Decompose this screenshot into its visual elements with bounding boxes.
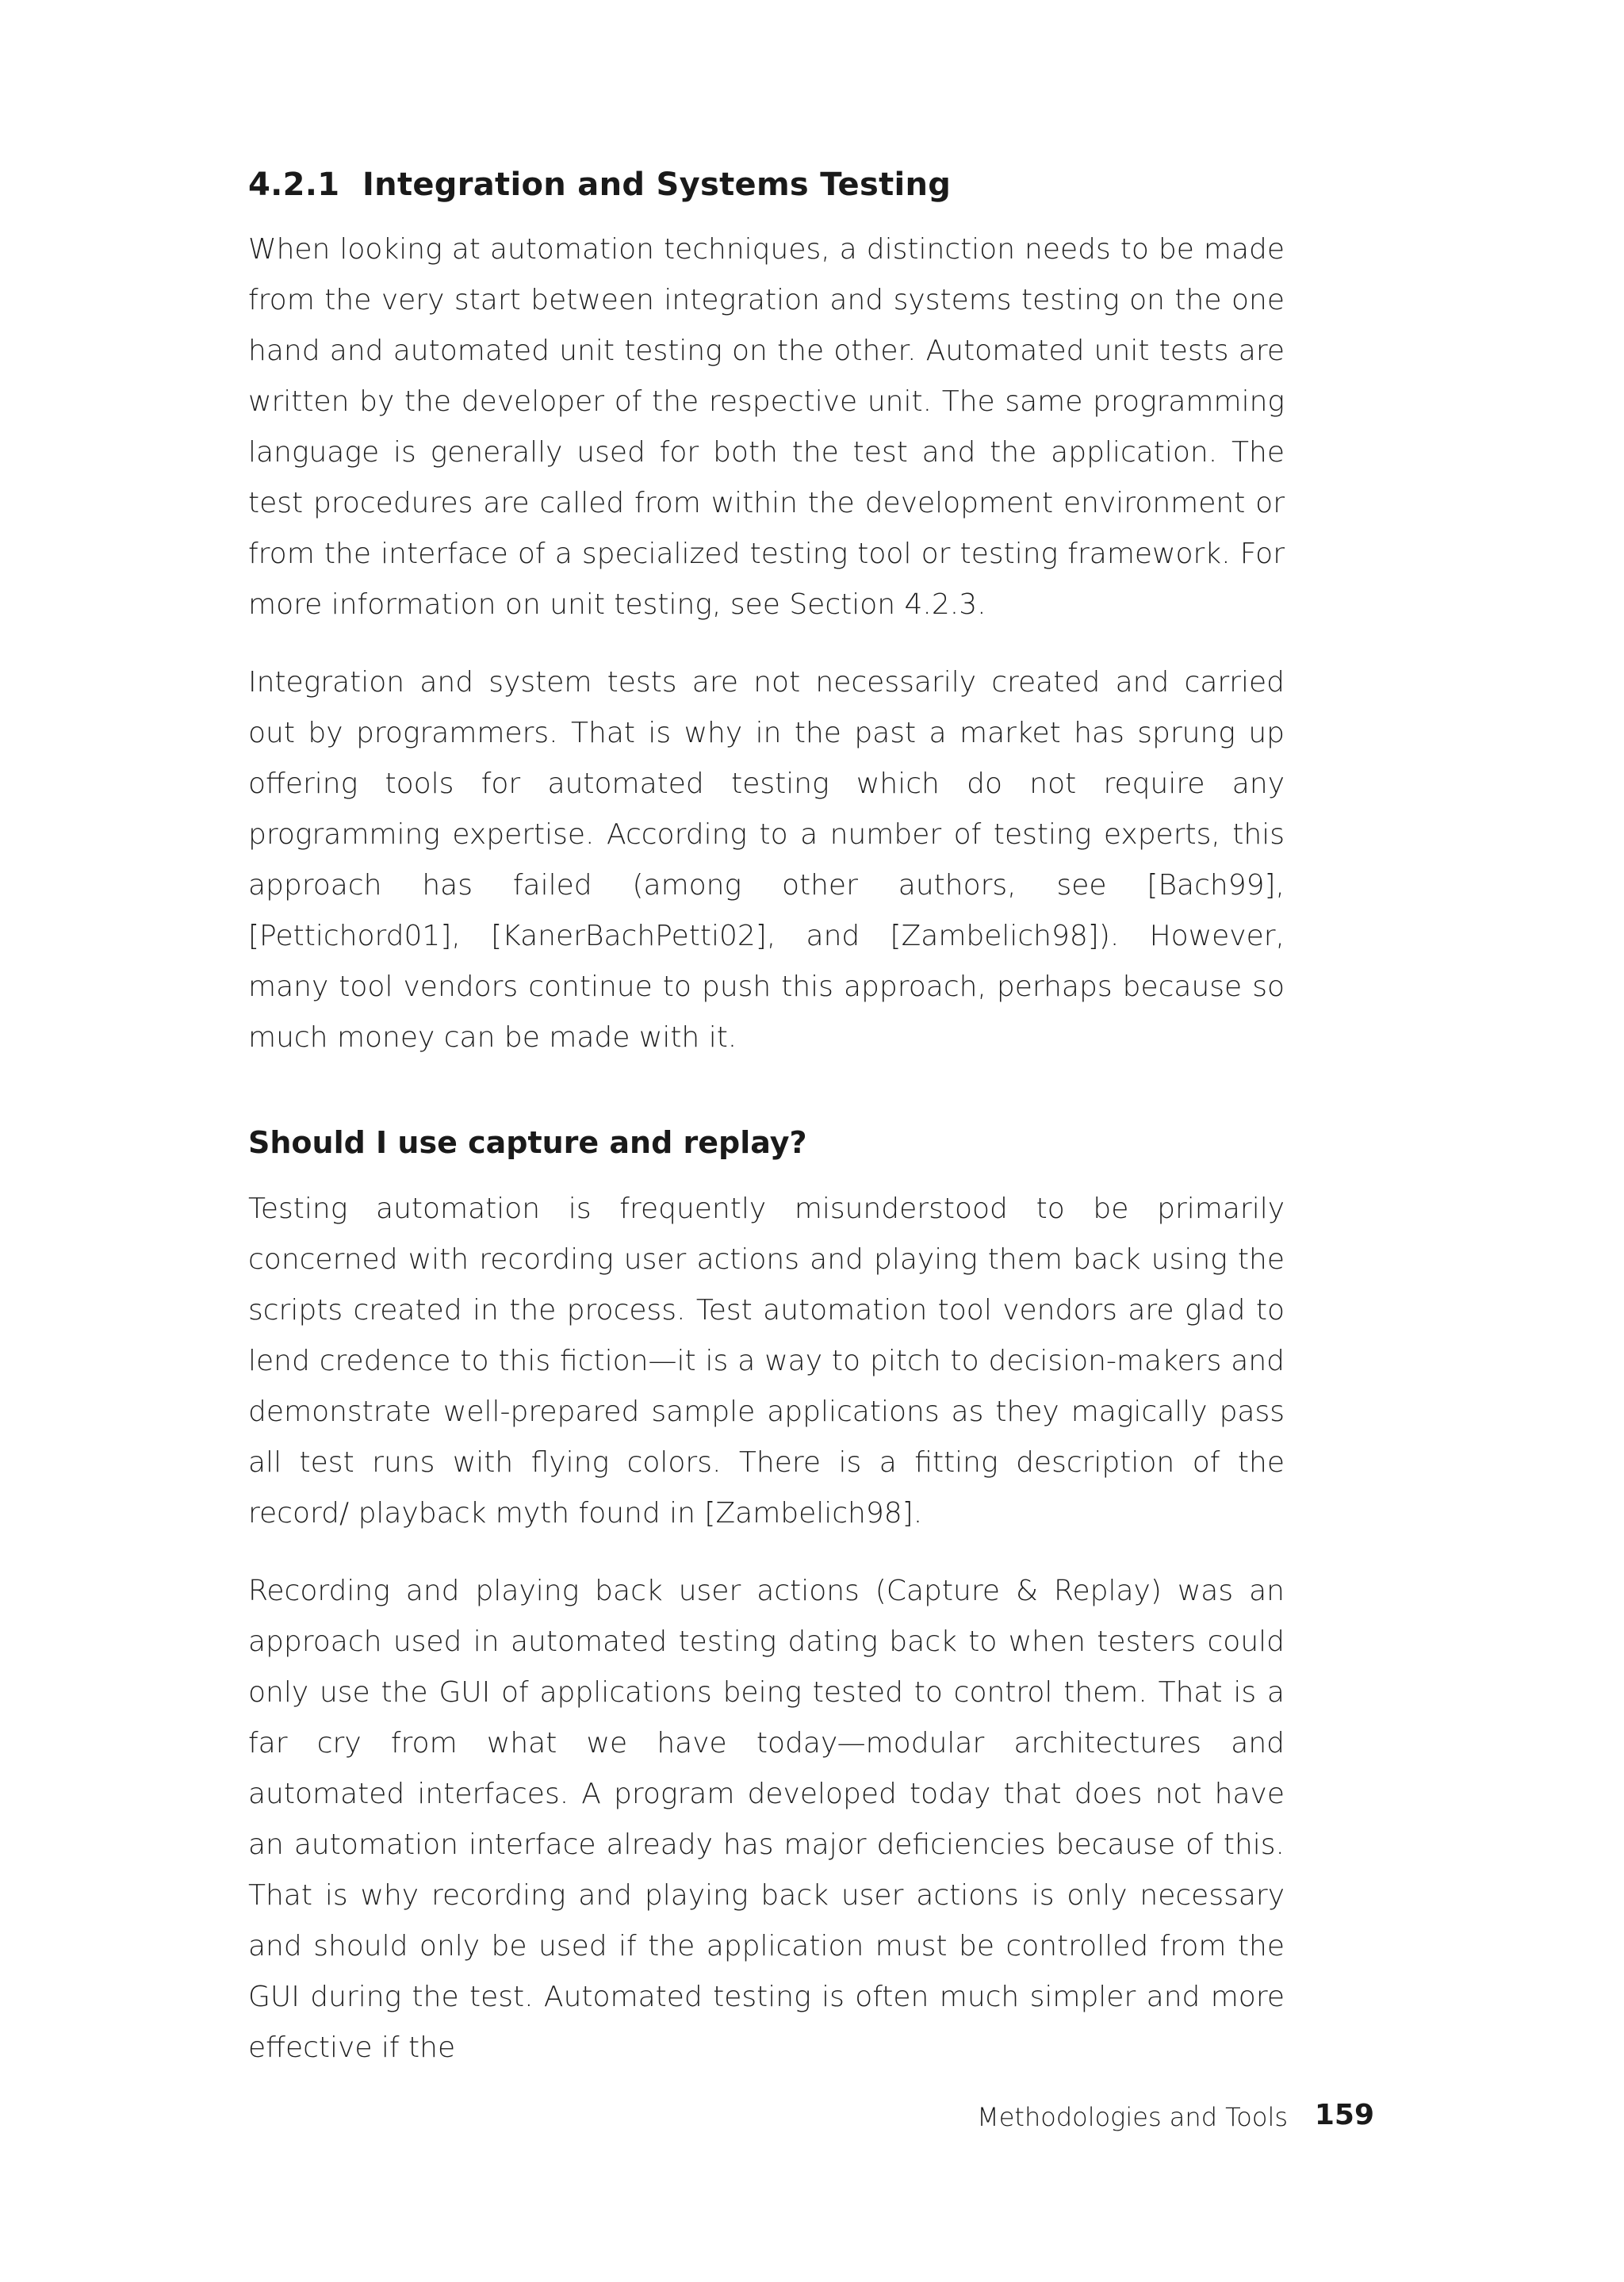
running-footer-title: Methodologies and Tools <box>977 2102 1288 2132</box>
paragraph: When looking at automation techniques, a distinction needs to be made from the very start between integration and systems testing on the one hand and automated unit testing on the other. Automated unit tests are written by the developer of the respective unit. The same programming language is generally used for both the test and the application. The test procedures are called from within the development environment or from the interface of a specialized testing tool or testing framework. For more information on unit testing, see Section 4.2.3. <box>248 233 1285 621</box>
page-content <box>248 163 1285 2100</box>
paragraph: Integration and system tests are not necessarily created and carried out by programmers. That is why in the past a market has sprung up offering tools for automated testing which do not require any programming expertise. According to a number of testing experts, this approach has failed (among other authors, see [Bach99], [Pettichord01], [KanerBachPetti02], and [Zambelich98]). However, many tool vendors continue to push this approach, perhaps because so much money can be made with it. <box>248 666 1285 1054</box>
section-title: Integration and Systems Testing <box>362 167 952 203</box>
paragraph: Testing automation is frequently misunderstood to be primarily concerned with recording user actions and playing them back using the scripts created in the process. Test automation tool vendors are glad to lend credence to this fiction—it is a way to pitch to decision-makers and demonstrate well-prepared sample applications as they magically pass all test runs with flying colors. There is a fitting description of the record/ playback myth found in [Zambelich98]. <box>248 1193 1285 1530</box>
page-footer <box>248 2093 1374 2141</box>
page-number: 159 <box>1314 2099 1374 2131</box>
paragraph: Recording and playing back user actions (Capture & Replay) was an approach used in automated testing dating back to when testers could only use the GUI of applications being tested to control them. That is a far cry from what we have today—modular architectures and automated interfaces. A program developed today that does not have an automation interface already has major deficiencies because of this. That is why recording and playing back user actions is only necessary and should only be used if the application must be controlled from the GUI during the test. Automated testing is often much simpler and more effective if the <box>248 1575 1285 2064</box>
section-heading <box>248 163 1285 207</box>
subsection-heading: Should I use capture and replay? <box>248 1125 807 1160</box>
section-number: 4.2.1 <box>248 167 340 203</box>
